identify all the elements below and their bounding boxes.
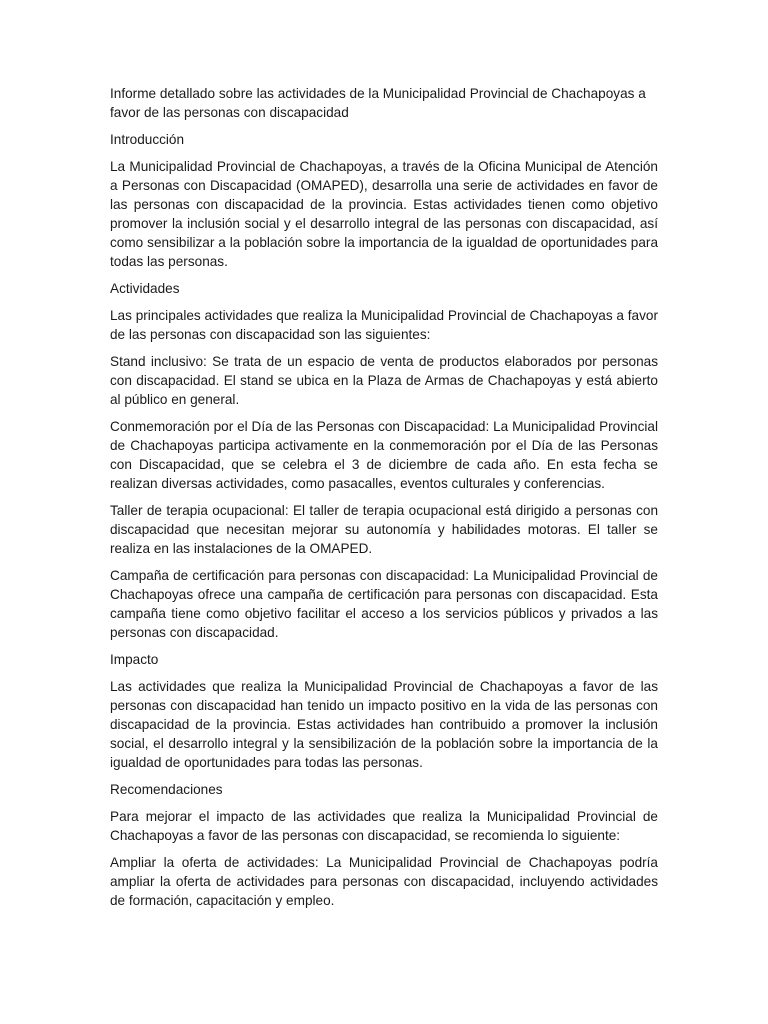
document-page [110, 84, 658, 918]
recommendation-ampliar-oferta: Ampliar la oferta de actividades: La Municipalidad Provincial de Chachapoyas podría ampliar la oferta de actividades para personas con discapacidad, incluyendo actividades de formación, capacitación y empleo. [110, 855, 658, 908]
activity-conmemoracion: Conmemoración por el Día de las Personas con Discapacidad: La Municipalidad Provincial de Chachapoyas participa activamente en la conmemoración por el Día de las Personas con Discapacidad, que se celebra el 3 de diciembre de cada año. En esta fecha se realizan diversas actividades, como pasacalles, eventos culturales y conferencias. [110, 419, 658, 491]
heading-recomendaciones: Recomendaciones [110, 782, 223, 797]
heading-introduccion: Introducción [110, 132, 185, 147]
heading-impacto: Impacto [110, 652, 159, 667]
paragraph-recomendaciones-intro: Para mejorar el impacto de las actividades que realiza la Municipalidad Provincial de Chachapoyas a favor de las personas con discapacidad, se recomienda lo siguiente: [110, 809, 658, 843]
paragraph-impacto: Las actividades que realiza la Municipalidad Provincial de Chachapoyas a favor de las personas con discapacidad han tenido un impacto positivo en la vida de las personas con discapacidad de la provincia. Estas actividades han contribuido a promover la inclusión social, el desarrollo integral y la sensibilización de la población sobre la importancia de la igualdad de oportunidades para todas las personas. [110, 679, 658, 770]
paragraph-introduccion: La Municipalidad Provincial de Chachapoyas, a través de la Oficina Municipal de Atención a Personas con Discapacidad (OMAPED), desarrolla una serie de actividades en favor de las personas con discapacidad de la provincia. Estas actividades tienen como objetivo promover la inclusión social y el desarrollo integral de las personas con discapacidad, así como sensibilizar a la población sobre la importancia de la igualdad de oportunidades para todas las personas. [110, 159, 658, 269]
paragraph-actividades-intro: Las principales actividades que realiza la Municipalidad Provincial de Chachapoyas a favor de las personas con discapacidad son las siguientes: [110, 308, 658, 342]
activity-stand-inclusivo: Stand inclusivo: Se trata de un espacio de venta de productos elaborados por personas con discapacidad. El stand se ubica en la Plaza de Armas de Chachapoyas y está abierto al público en general. [110, 354, 658, 407]
activity-campana-certificacion: Campaña de certificación para personas con discapacidad: La Municipalidad Provincial de Chachapoyas ofrece una campaña de certificación para personas con discapacidad. Esta campaña tiene como objetivo facilitar el acceso a los servicios públicos y privados a las personas con discapacidad. [110, 568, 658, 640]
heading-actividades: Actividades [110, 281, 180, 296]
activity-taller-terapia: Taller de terapia ocupacional: El taller de terapia ocupacional está dirigido a personas con discapacidad que necesitan mejorar su autonomía y habilidades motoras. El taller se realiza en las instalaciones de la OMAPED. [110, 503, 658, 556]
document-title: Informe detallado sobre las actividades de la Municipalidad Provincial de Chachapoyas a favor de las personas con discapacidad [110, 86, 646, 120]
